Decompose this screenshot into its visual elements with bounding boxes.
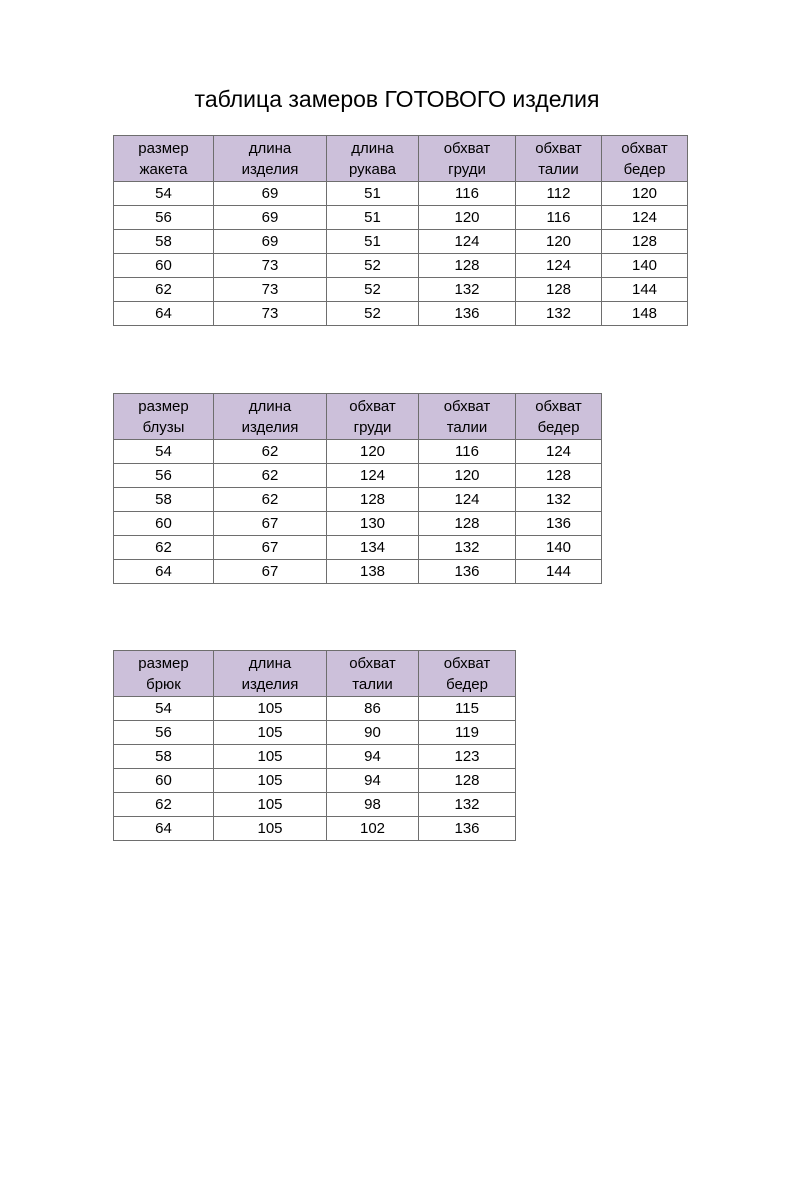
table-cell: 62 — [214, 440, 327, 464]
column-header-line: талии — [538, 160, 579, 178]
table-cell: 134 — [327, 536, 419, 560]
table-cell: 132 — [516, 488, 602, 512]
table-cell: 123 — [419, 745, 516, 769]
table-cell: 112 — [516, 182, 602, 206]
column-header — [327, 651, 419, 697]
page-title: таблица замеров ГОТОВОГО изделия — [194, 86, 600, 112]
table-cell: 58 — [114, 745, 214, 769]
column-header-line: длина — [351, 139, 394, 157]
table-cell: 86 — [327, 697, 419, 721]
blouse-size-table — [113, 393, 602, 584]
table-row — [114, 560, 602, 584]
table-cell: 116 — [419, 440, 516, 464]
column-header-line: размер — [138, 654, 189, 672]
column-header-line: размер — [138, 139, 189, 157]
table-cell: 120 — [419, 206, 516, 230]
table-cell: 136 — [419, 302, 516, 326]
column-header-line: рукава — [348, 160, 397, 178]
column-header — [214, 651, 327, 697]
table-cell: 73 — [214, 278, 327, 302]
table-cell: 105 — [214, 697, 327, 721]
column-header — [214, 136, 327, 182]
column-header-line: длина — [248, 139, 292, 157]
column-header — [327, 136, 419, 182]
table-cell: 105 — [214, 793, 327, 817]
table-cell: 148 — [602, 302, 688, 326]
column-header-line: бедер — [623, 160, 666, 178]
table-cell: 54 — [114, 182, 214, 206]
table-row — [114, 488, 602, 512]
table-cell: 105 — [214, 745, 327, 769]
column-header — [516, 136, 602, 182]
table-cell: 56 — [114, 721, 214, 745]
table-cell: 128 — [516, 464, 602, 488]
table-cell: 64 — [114, 817, 214, 841]
table-row — [114, 278, 688, 302]
table-cell: 60 — [114, 254, 214, 278]
table-row — [114, 536, 602, 560]
column-header — [602, 136, 688, 182]
column-header — [214, 394, 327, 440]
table-cell: 56 — [114, 464, 214, 488]
table-cell: 124 — [602, 206, 688, 230]
table-cell: 73 — [214, 302, 327, 326]
table-cell: 144 — [516, 560, 602, 584]
table-row — [114, 817, 516, 841]
table-cell: 62 — [214, 488, 327, 512]
column-header-line: бедер — [537, 418, 580, 436]
table-cell: 62 — [114, 536, 214, 560]
table-cell: 128 — [419, 254, 516, 278]
column-header — [419, 136, 516, 182]
table-row — [114, 745, 516, 769]
table-cell: 116 — [419, 182, 516, 206]
table-cell: 67 — [214, 560, 327, 584]
table-cell: 64 — [114, 302, 214, 326]
table-cell: 136 — [419, 560, 516, 584]
column-header — [419, 651, 516, 697]
table-cell: 102 — [327, 817, 419, 841]
header-row — [114, 651, 516, 697]
table-cell: 56 — [114, 206, 214, 230]
column-header-line: обхват — [443, 654, 491, 672]
column-header-line: обхват — [349, 654, 396, 672]
column-header-line: изделия — [241, 160, 299, 178]
table-cell: 52 — [327, 278, 419, 302]
column-header-line: обхват — [443, 397, 491, 415]
table-cell: 52 — [327, 254, 419, 278]
table-cell: 64 — [114, 560, 214, 584]
table-cell: 62 — [114, 793, 214, 817]
column-header-line: обхват — [349, 397, 396, 415]
column-header-line: обхват — [535, 397, 582, 415]
column-header-line: обхват — [443, 139, 491, 157]
table-cell: 124 — [516, 254, 602, 278]
table-cell: 116 — [516, 206, 602, 230]
table-row — [114, 793, 516, 817]
column-header-line: блузы — [142, 418, 185, 436]
table-row — [114, 182, 688, 206]
table-cell: 115 — [419, 697, 516, 721]
table-cell: 51 — [327, 182, 419, 206]
table-cell: 124 — [516, 440, 602, 464]
column-header — [327, 394, 419, 440]
table-cell: 60 — [114, 512, 214, 536]
column-header — [419, 394, 516, 440]
table-cell: 105 — [214, 769, 327, 793]
table-row — [114, 302, 688, 326]
table-cell: 69 — [214, 182, 327, 206]
table-cell: 128 — [419, 769, 516, 793]
table-cell: 60 — [114, 769, 214, 793]
table-row — [114, 230, 688, 254]
table-cell: 132 — [516, 302, 602, 326]
column-header-line: бедер — [446, 675, 488, 693]
table-cell: 132 — [419, 536, 516, 560]
table-cell: 144 — [602, 278, 688, 302]
column-header-line: изделия — [241, 675, 299, 693]
column-header-line: груди — [353, 418, 392, 436]
table-cell: 62 — [214, 464, 327, 488]
table-cell: 94 — [327, 745, 419, 769]
table-cell: 58 — [114, 230, 214, 254]
trousers-size-table — [113, 650, 516, 841]
table-cell: 120 — [419, 464, 516, 488]
table-cell: 94 — [327, 769, 419, 793]
table-cell: 54 — [114, 440, 214, 464]
column-header — [114, 394, 214, 440]
table-cell: 124 — [327, 464, 419, 488]
header-row — [114, 136, 688, 182]
table-cell: 124 — [419, 230, 516, 254]
table-row — [114, 769, 516, 793]
column-header-line: изделия — [241, 418, 299, 436]
table-row — [114, 721, 516, 745]
table-cell: 136 — [419, 817, 516, 841]
table-cell: 138 — [327, 560, 419, 584]
table-cell: 54 — [114, 697, 214, 721]
table-cell: 128 — [327, 488, 419, 512]
table-cell: 124 — [419, 488, 516, 512]
column-header-line: длина — [248, 397, 292, 415]
table-cell: 120 — [516, 230, 602, 254]
table-row — [114, 206, 688, 230]
column-header-line: длина — [248, 654, 292, 672]
table-row — [114, 464, 602, 488]
table-cell: 128 — [516, 278, 602, 302]
table-cell: 98 — [327, 793, 419, 817]
table-cell: 69 — [214, 230, 327, 254]
table-cell: 73 — [214, 254, 327, 278]
table-cell: 105 — [214, 721, 327, 745]
table-cell: 128 — [602, 230, 688, 254]
column-header — [114, 136, 214, 182]
table-cell: 132 — [419, 793, 516, 817]
column-header-line: талии — [352, 675, 393, 693]
table-cell: 67 — [214, 536, 327, 560]
table-cell: 120 — [327, 440, 419, 464]
column-header-line: груди — [448, 160, 486, 178]
table-row — [114, 440, 602, 464]
table-cell: 52 — [327, 302, 419, 326]
table-cell: 51 — [327, 230, 419, 254]
table-cell: 51 — [327, 206, 419, 230]
table-cell: 90 — [327, 721, 419, 745]
column-header-line: обхват — [535, 139, 582, 157]
table-cell: 140 — [602, 254, 688, 278]
table-cell: 120 — [602, 182, 688, 206]
table-cell: 58 — [114, 488, 214, 512]
column-header-line: размер — [138, 397, 189, 415]
column-header-line: брюк — [146, 675, 181, 693]
table-row — [114, 697, 516, 721]
table-cell: 105 — [214, 817, 327, 841]
column-header-line: талии — [446, 418, 488, 436]
table-cell: 67 — [214, 512, 327, 536]
table-cell: 136 — [516, 512, 602, 536]
table-cell: 132 — [419, 278, 516, 302]
table-cell: 119 — [419, 721, 516, 745]
table-cell: 69 — [214, 206, 327, 230]
column-header — [114, 651, 214, 697]
jacket-size-table — [113, 135, 688, 326]
column-header-line: жакета — [139, 160, 188, 178]
table-cell: 130 — [327, 512, 419, 536]
column-header-line: обхват — [621, 139, 668, 157]
table-cell: 62 — [114, 278, 214, 302]
table-row — [114, 512, 602, 536]
table-row — [114, 254, 688, 278]
table-cell: 140 — [516, 536, 602, 560]
column-header — [516, 394, 602, 440]
table-cell: 128 — [419, 512, 516, 536]
header-row — [114, 394, 602, 440]
